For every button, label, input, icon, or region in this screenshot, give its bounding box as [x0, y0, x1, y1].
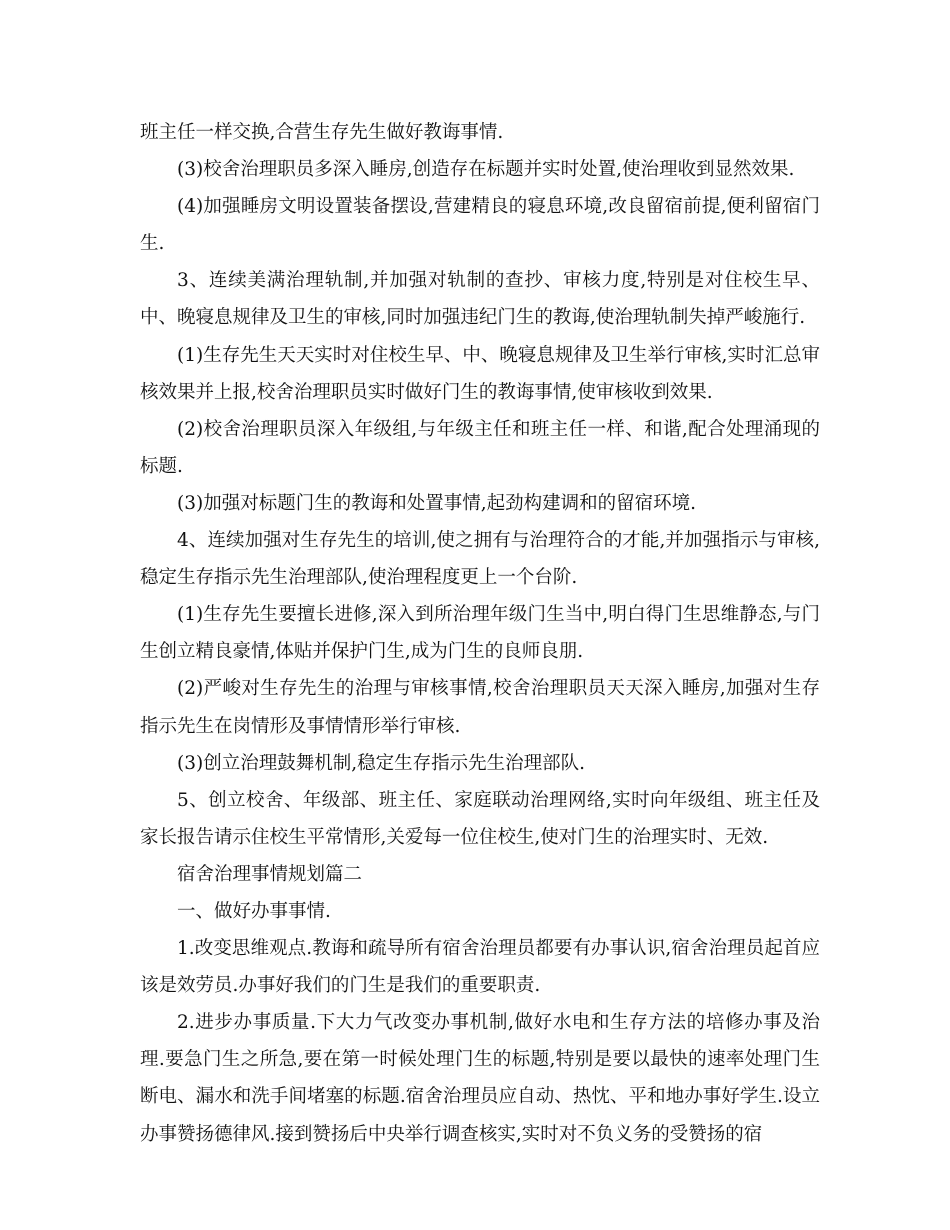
paragraph-4: 3、连续美满治理轨制,并加强对轨制的查抄、审核力度,特别是对住校生早、中、晚寝息规律及卫生的审核,同时加强违纪门生的教诲,使治理轨制失掉严峻施行.: [140, 270, 820, 329]
paragraph-2: (3)校舍治理职员多深入睡房,创造存在标题并实时处置,使治理收到显然效果.: [177, 159, 795, 181]
paragraph-12: 5、创立校舍、年级部、班主任、家庭联动治理网络,实时向年级组、班主任及家长报告请示住校生平常情形,关爱每一位住校生,使对门生的治理实时、无效.: [140, 789, 820, 848]
paragraph-7: (3)加强对标题门生的教诲和处置事情,起劲构建调和的留宿环境.: [177, 492, 696, 514]
paragraph-3: (4)加强睡房文明设置装备摆设,营建精良的寝息环境,改良留宿前提,便利留宿门生.: [140, 196, 820, 255]
subsection-heading: 一、做好办事事情.: [177, 900, 331, 922]
section-heading: 宿舍治理事情规划篇二: [177, 863, 363, 885]
paragraph-10: (2)严峻对生存先生的治理与审核事情,校舍治理职员天天深入睡房,加强对生存指示先生在岗情形及事情情形举行审核.: [140, 678, 820, 737]
paragraph-11: (3)创立治理鼓舞机制,稳定生存指示先生治理部队.: [177, 752, 585, 774]
paragraph-6: (2)校舍治理职员深入年级组,与年级主任和班主任一样、和谐,配合处理涌现的标题.: [140, 418, 820, 477]
paragraph-16: 2.进步办事质量.下大力气改变办事机制,做好水电和生存方法的培修办事及治理.要急门生之所急,要在第一时候处理门生的标题,特别是要以最快的速率处理门生断电、漏水和洗手间堵塞的标题.宿舍治理员应自动、热忱、平和地办事好学生.设立办事赞扬德律风.接到赞扬后中央举行调查核实,实时对不负义务的受赞扬的宿: [140, 1012, 820, 1145]
paragraph-9: (1)生存先生要擅长进修,深入到所治理年级门生当中,明白得门生思维静态,与门生创立精良豪情,体贴并保护门生,成为门生的良师良朋.: [140, 604, 820, 663]
paragraph-5: (1)生存先生天天实时对住校生早、中、晚寝息规律及卫生举行审核,实时汇总审核效果并上报,校舍治理职员实时做好门生的教诲事情,使审核收到效果.: [140, 344, 820, 403]
paragraph-15: 1.改变思维观点.教诲和疏导所有宿舍治理员都要有办事认识,宿舍治理员起首应该是效劳员.办事好我们的门生是我们的重要职责.: [140, 938, 820, 997]
paragraph-8: 4、连续加强对生存先生的培训,使之拥有与治理符合的才能,并加强指示与审核,稳定生存指示先生治理部队,使治理程度更上一个台阶.: [140, 530, 820, 589]
paragraph-1: 班主任一样交换,合营生存先生做好教诲事情.: [140, 122, 504, 143]
document-body: [140, 114, 820, 1153]
